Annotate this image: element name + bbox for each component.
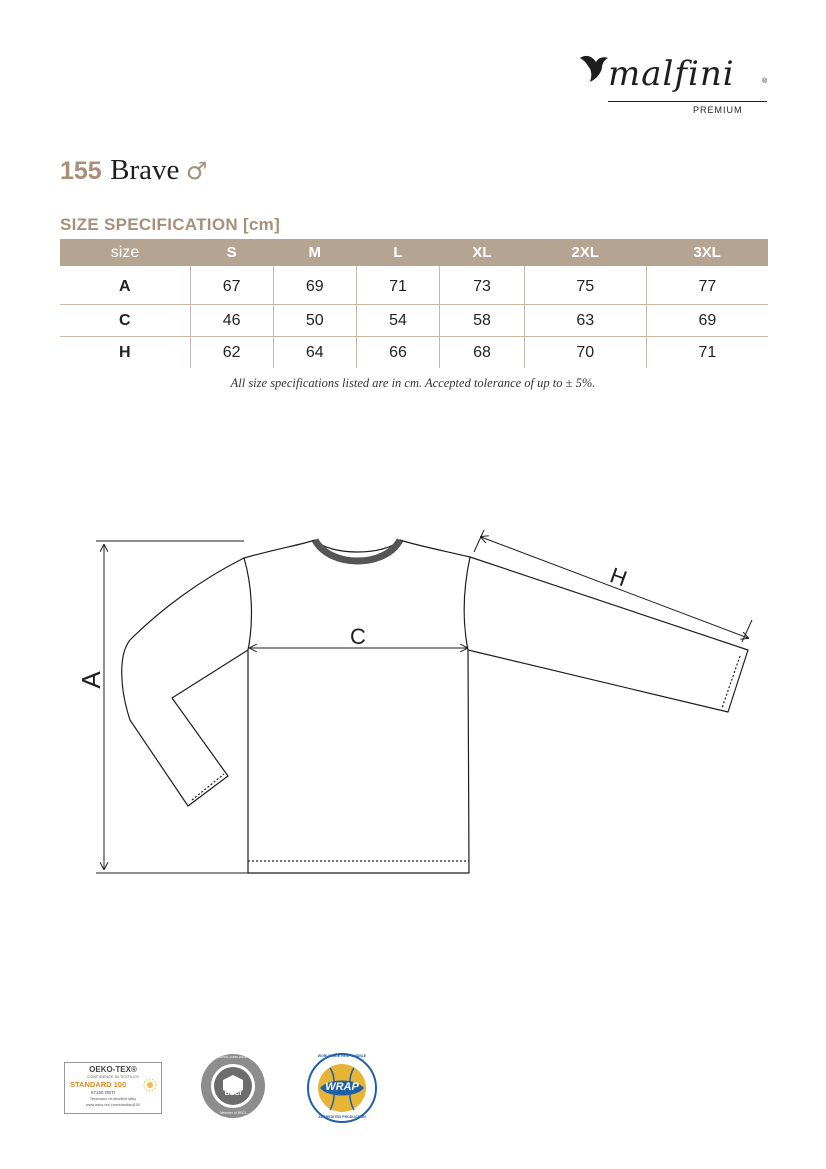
- table-cell: 62: [190, 337, 273, 369]
- table-cell: 50: [273, 305, 356, 337]
- product-name: Brave: [110, 154, 180, 186]
- size-header-cell: 2XL: [524, 239, 646, 266]
- size-header-cell: S: [190, 239, 273, 266]
- table-cell: 66: [356, 337, 439, 369]
- left-cuff-stitch: [192, 774, 224, 800]
- table-cell: 75: [524, 266, 646, 305]
- table-cell: 68: [440, 337, 525, 369]
- table-cell: 67: [190, 266, 273, 305]
- oeko-standard: STANDARD 100: [70, 1080, 127, 1089]
- size-header-cell: 3XL: [646, 239, 768, 266]
- wrap-badge: [306, 1052, 378, 1124]
- bsci-badge: [200, 1053, 266, 1119]
- shirt-outline: [122, 540, 748, 873]
- bsci-ring-bottom: Member of BSCI: [220, 1111, 246, 1115]
- bsci-ring-top: BUSINESS SOCIAL COMPLIANCE INITIATIVE: [205, 1056, 261, 1059]
- wrap-ring-bottom: ACCREDITED PRODUCTION: [318, 1115, 366, 1119]
- wrap-label: WRAP: [325, 1081, 359, 1093]
- table-cell: 58: [440, 305, 525, 337]
- sun-icon: [143, 1078, 157, 1092]
- size-spec-heading: SIZE SPECIFICATION [cm]: [60, 215, 281, 234]
- row-label: H: [118, 343, 131, 361]
- label-c: C: [350, 624, 366, 649]
- left-sleeve: [122, 558, 248, 806]
- table-cell: 46: [190, 305, 273, 337]
- size-header-cell: M: [273, 239, 356, 266]
- oeko-title: OEKO-TEX®: [89, 1065, 137, 1074]
- table-cell: 73: [440, 266, 525, 305]
- measure-a: [96, 541, 248, 873]
- table-cell: 71: [646, 337, 768, 369]
- oeko-line2: www.oeko-tex.com/standard100: [85, 1103, 141, 1107]
- male-symbol-icon: ♂: [185, 157, 208, 185]
- oeko-subtitle: CONFIDENCE IN TEXTILES: [87, 1074, 139, 1079]
- table-cell: 63: [524, 305, 646, 337]
- row-label: A: [60, 266, 190, 305]
- brand-name: malfini: [608, 54, 735, 94]
- table-cell: 69: [273, 266, 356, 305]
- oeko-line1: Testováno na škodlivé látky: [89, 1097, 137, 1101]
- tolerance-note: All size specifications listed are in cm. Accepted tolerance of up to ± 5%.: [230, 376, 596, 390]
- table-cell: 64: [273, 337, 356, 369]
- registered-mark: ®: [762, 78, 768, 85]
- collar: [315, 540, 400, 561]
- table-cell: 77: [646, 266, 768, 305]
- brand-tagline: PREMIUM: [693, 105, 743, 115]
- size-header-cell: XL: [440, 239, 525, 266]
- row-label: C: [60, 305, 190, 337]
- label-h: H: [606, 562, 631, 592]
- size-header-cell: L: [356, 239, 439, 266]
- label-a: A: [76, 671, 106, 689]
- bsci-label: BSCI: [224, 1090, 242, 1097]
- oeko-number: 67150 OETI: [91, 1090, 116, 1095]
- bsci-seal-icon: [200, 1053, 266, 1119]
- wrap-ring-top: WORLDWIDE RESPONSIBLE: [317, 1054, 367, 1058]
- table-cell: 70: [524, 337, 646, 369]
- table-cell: 54: [356, 305, 439, 337]
- product-code: 155: [60, 157, 102, 185]
- body-outline: [244, 540, 470, 873]
- oeko-tex-badge: [64, 1062, 162, 1114]
- size-header-label: size: [60, 239, 190, 266]
- table-cell: 71: [356, 266, 439, 305]
- table-cell: 69: [646, 305, 768, 337]
